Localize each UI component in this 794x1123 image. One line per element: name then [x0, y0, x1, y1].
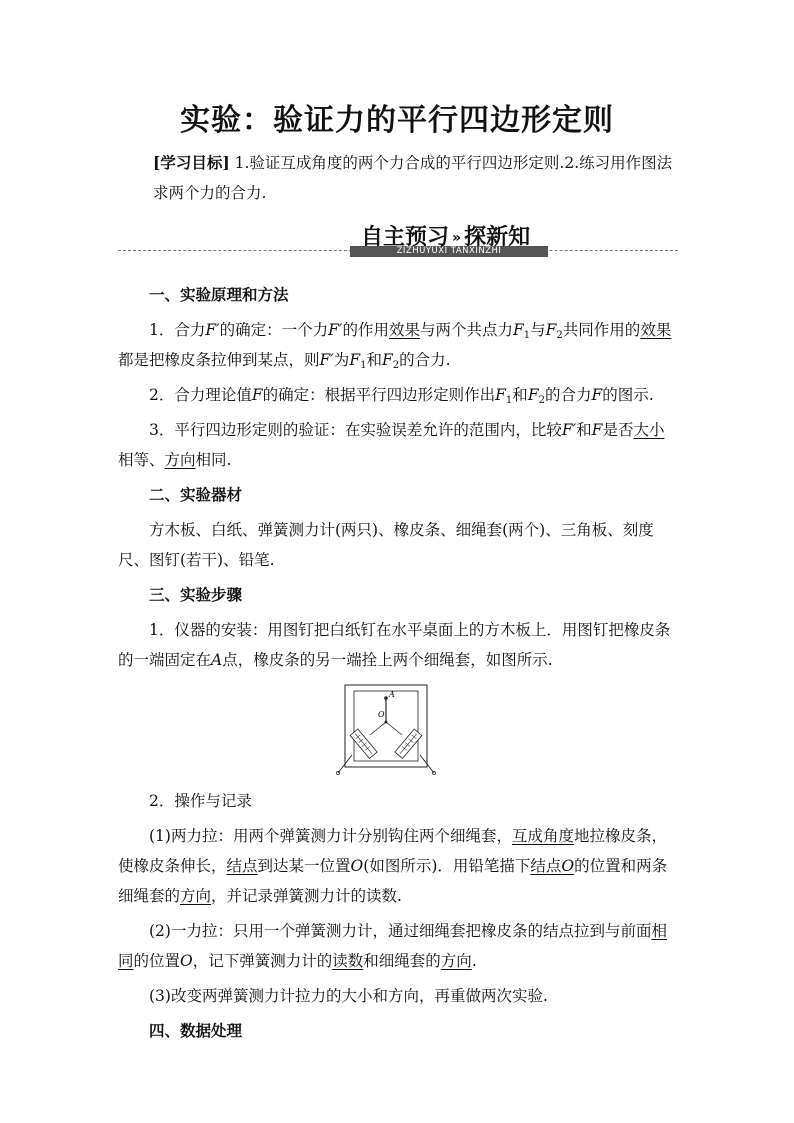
section-heading-equipment: 二、实验器材 [149, 485, 243, 504]
goal-tag: [学习目标] [153, 153, 230, 172]
section-banner [118, 220, 678, 264]
steps-subheading-2: 2．操作与记录 [149, 792, 252, 810]
banner-pinyin: ZIZHUYUXI TANXINZHI [396, 246, 502, 256]
principle-paragraph-2: 2．合力理论值F的确定：根据平行四边形定则作出$F_1$和$F_2$的合力F的图示. [149, 386, 654, 406]
figure-label-a: A [389, 690, 395, 699]
banner-label-right: 探新知 [464, 225, 531, 250]
section-heading-principle: 一、实验原理和方法 [149, 285, 289, 304]
steps-paragraph-2: (1)两力拉：用两个弹簧测力计分别钩住两个细绳套，互成角度地拉橡皮条，使橡皮条伸长，结点到达某一位置O(如图所示)．用铅笔描下结点O的位置和两条细绳套的方向，并记录弹簧测力计的读数. [118, 827, 668, 905]
content-body [118, 275, 678, 1046]
principle-paragraph-3: 3．平行四边形定则的验证：在实验误差允许的范围内，比较F′和F是否大小相等、方向相同. [118, 421, 665, 469]
steps-paragraph-4: (3)改变两弹簧测力计拉力的大小和方向，再重做两次实验. [149, 987, 548, 1005]
left-string [370, 722, 386, 735]
steps-paragraph-1: 1．仪器的安装：用图钉把白纸钉在水平桌面上的方木板上．用图钉把橡皮条的一端固定在A点，橡皮条的另一端拴上两个细绳套，如图所示. [118, 621, 671, 669]
steps-paragraph-3: (2)一力拉：只用一个弹簧测力计，通过细绳套把橡皮条的结点拉到与前面相同的位置O，记下弹簧测力计的读数和细绳套的方向. [118, 922, 667, 970]
banner-label-left: 自主预习 [361, 225, 450, 250]
goal-text: 1.验证互成角度的两个力合成的平行四边形定则.2.练习用作图法求两个力的合力. [153, 154, 673, 202]
page-title: 实验：验证力的平行四边形定则 [180, 103, 614, 138]
figure-label-o: O [378, 710, 385, 719]
right-string [386, 722, 402, 735]
double-chevron-icon: » [452, 230, 462, 246]
learning-goal [153, 148, 683, 208]
apparatus-figure [333, 683, 463, 778]
section-heading-data: 四、数据处理 [149, 1021, 243, 1040]
section-heading-steps: 三、实验步骤 [149, 585, 243, 604]
banner-label [361, 220, 530, 251]
principle-paragraph-1: 1．合力F′的确定：一个力F′的作用效果与两个共点力$F_1$与$F_2$共同作用的效果都是把橡皮条拉伸到某点，则F′为$F_1$和$F_2$的合力. [118, 321, 672, 371]
equipment-paragraph: 方木板、白纸、弹簧测力计(两只)、橡皮条、细绳套(两个)、三角板、刻度尺、图钉(若干)、铅笔. [118, 521, 654, 569]
